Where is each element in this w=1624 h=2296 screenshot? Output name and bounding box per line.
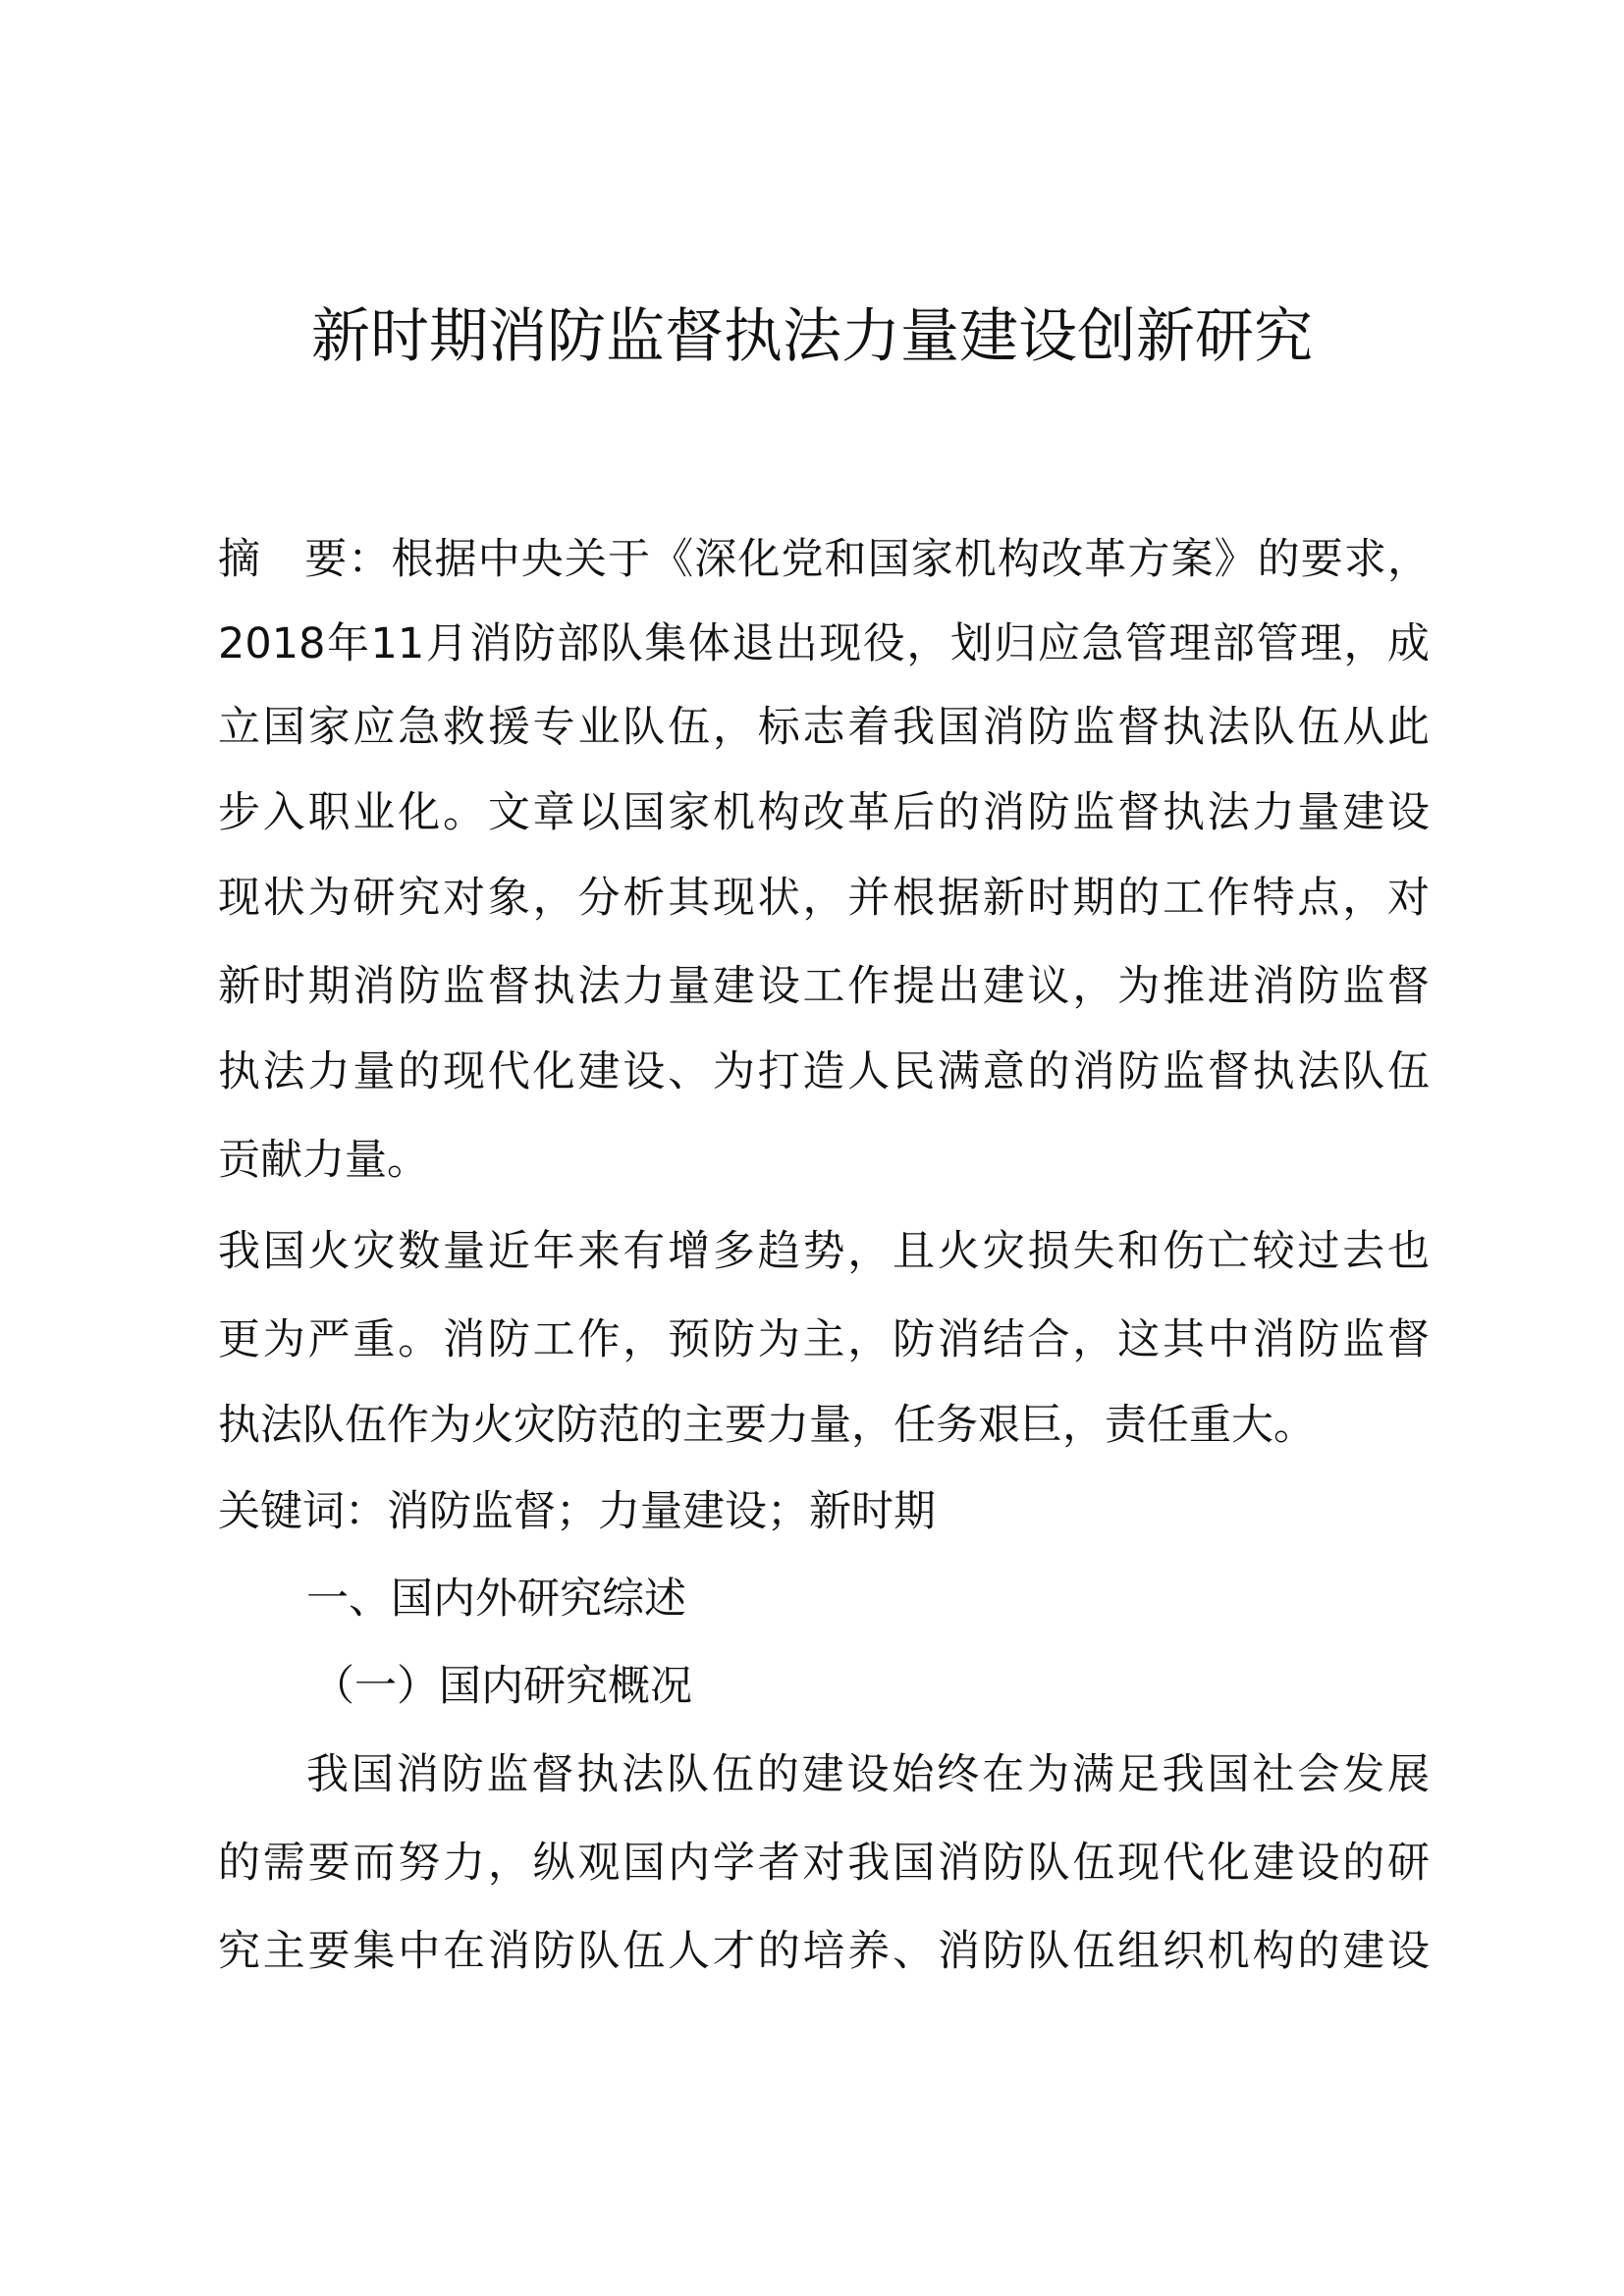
body-line: 的需要而努力，纵观国内学者对我国消防队伍现代化建设的研 <box>218 1839 1430 1888</box>
abstract-line: 摘 要：根据中央关于《深化党和国家机构改革方案》的要求， <box>218 535 1430 584</box>
abstract-line: 贡献力量。 <box>218 1136 429 1185</box>
section-heading: 一、国内外研究综述 <box>306 1575 686 1624</box>
intro-line: 我国火灾数量近年来有增多趋势，且火灾损失和伤亡较过去也 <box>218 1227 1430 1276</box>
body-line: 我国消防监督执法队伍的建设始终在为满足我国社会发展 <box>306 1750 1430 1799</box>
abstract-line: 执法力量的现代化建设、为打造人民满意的消防监督执法队伍 <box>218 1047 1430 1096</box>
subsection-heading: （一）国内研究概况 <box>312 1662 692 1711</box>
keywords: 关键词：消防监督；力量建设；新时期 <box>218 1487 936 1536</box>
abstract-line: 现状为研究对象，分析其现状，并根据新时期的工作特点，对 <box>218 874 1430 923</box>
abstract-line: 新时期消防监督执法力量建设工作提出建议，为推进消防监督 <box>218 962 1430 1011</box>
abstract-line: 2018年11月消防部队集体退出现役，划归应急管理部管理，成 <box>218 619 1430 668</box>
abstract-line: 步入职业化。文章以国家机构改革后的消防监督执法力量建设 <box>218 788 1430 837</box>
intro-line: 执法队伍作为火灾防范的主要力量，任务艰巨，责任重大。 <box>218 1401 1316 1450</box>
intro-line: 更为严重。消防工作，预防为主，防消结合，这其中消防监督 <box>218 1315 1430 1364</box>
abstract-line: 立国家应急救援专业队伍，标志着我国消防监督执法队伍从此 <box>218 703 1430 752</box>
document-title: 新时期消防监督执法力量建设创新研究 <box>311 302 1313 371</box>
body-line: 究主要集中在消防队伍人才的培养、消防队伍组织机构的建设 <box>218 1927 1430 1976</box>
